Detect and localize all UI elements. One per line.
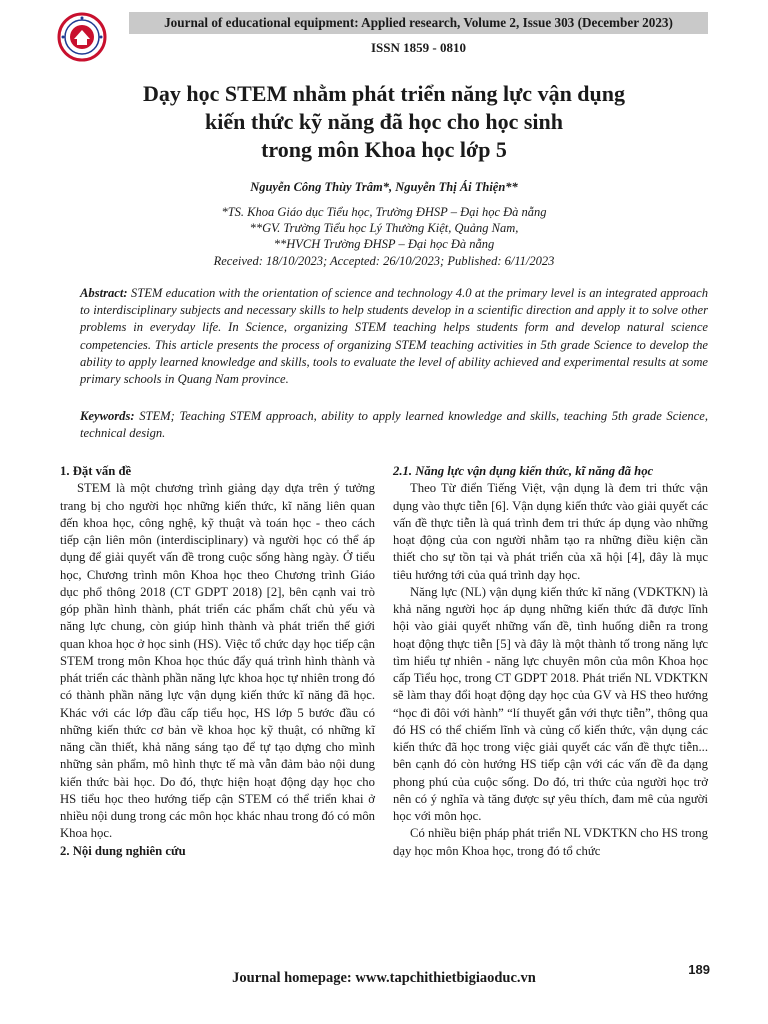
paragraph: Có nhiều biện pháp phát triển NL VDKTKN cho HS trong dạy học môn Khoa học, trong đó tổ chức (393, 826, 708, 858)
abstract (80, 285, 708, 388)
right-column (393, 463, 708, 860)
title-line-2: kiến thức kỹ năng đã học cho học sinh (205, 109, 563, 134)
page-number: 189 (688, 962, 710, 977)
abstract-text: STEM education with the orientation of science and technology 4.0 at the primary level is an integrated approach to interdisciplinary subjects and necessary skills to help students develop in a scientific direction and apply it to solve other problems in everyday life. In Science, organizing STEM teaching helps students form and develop natural science competencies. This article presents the process of organizing STEM teaching activities in 5th grade Science to develop the ability to apply learned knowledge and skills, tools to evaluate the level of ability achieved and experimental results at some primary schools in Quang Nam province. (80, 286, 709, 387)
section-heading-2: 2. Nội dung nghiên cứu (60, 843, 186, 858)
keywords-text: STEM; Teaching STEM approach, ability to apply learned knowledge and skills, teaching 5th grade Science, technical design. (80, 409, 708, 441)
abstract-label: Abstract: (80, 286, 128, 300)
keywords-label: Keywords: (80, 409, 135, 423)
article-title (60, 80, 708, 164)
affiliation-2: **GV. Trường Tiểu học Lý Thường Kiệt, Quảng Nam, (249, 221, 519, 236)
affiliation-1: *TS. Khoa Giáo dục Tiểu học, Trường ĐHSP – Đại học Đà nẵng (221, 205, 547, 219)
dates: Received: 18/10/2023; Accepted: 26/10/2023; Published: 6/11/2023 (213, 253, 555, 268)
journal-homepage: Journal homepage: www.tapchithietbigiaoduc.vn (232, 970, 536, 986)
paragraph: STEM là một chương trình giảng dạy dựa trên ý tưởng trang bị cho người học những kiến thức, kĩ năng liên quan đến khoa học, công nghệ, kỹ thuật và toán học - theo cách tiếp cận liên môn (interdisciplinary) và người học có thể áp dụng để giải quyết vấn đề trong cuộc sống hàng ngày. Ở tiểu học, Chương trình môn Khoa học theo Chương trình Giáo dục phổ thông 2018 (CT GDPT 2018) [2], bên cạnh vai trò góp phần hình thành, phát triển các phẩm chất chủ yếu và năng lực chung, còn giúp hình thành và phát triển thế giới quan khoa học ở học sinh (HS). Việc tổ chức dạy học tiếp cận STEM trong môn Khoa học thúc đẩy quá trình hình thành và phát triển các thành phần năng lực khoa học tự nhiên trong đó có thành phần năng lực vận dụng kiến thức kĩ năng đã học. Khác với các lớp đầu cấp tiểu học, HS lớp 5 bước đầu có những kiến thức cơ bản về khoa học kỹ thuật, có những kĩ năng cần thiết, khả năng sáng tạo để tự tạo dựng cho mình những sản phẩm, mô hình thực tế mà vẫn đảm bảo nội dung kiến thức bài học. Do đó, thực hiện hoạt động dạy học cho HS tiểu học theo hướng tiếp cận STEM có thể triển khai ở nhiều nội dung trong các môn học khác nhau trong đó có môn Khoa học. (60, 481, 376, 841)
paragraph: Năng lực (NL) vận dụng kiến thức kĩ năng (VDKTKN) là khả năng người học áp dụng những kiến thức đã được lĩnh hội vào giải quyết những vấn đề, tình huống diễn ra trong hoạt động thực tiễn [5] và đây là một thành tố trong năng lực tìm hiểu tự nhiên - năng lực chuyên môn của môn Khoa học cấp Tiểu học, trong CT GDPT 2018. Phát triển NL VDKTKN sẽ làm thay đổi hoạt động dạy học của GV và HS theo hướng “học đi đôi với hành” “lí thuyết gắn với thực tiễn”, thông qua đó HS có thể chiếm lĩnh và củng cố kiến thức, vận dụng các kiến thức đã học trong việc giải quyết các vấn đề thực tiễn... bên cạnh đó còn hướng HS tiếp cận với các vấn đề đa dạng phong phú của cuộc sống. Do đó, tri thức của người học trở nên có ý nghĩa và tăng được sự yêu thích, đam mê của người học với môn học. (393, 584, 708, 823)
journal-header: Journal of educational equipment: Applied research, Volume 2, Issue 303 (December 2023) (129, 12, 708, 34)
authors: Nguyễn Công Thùy Trâm*, Nguyễn Thị Ái Thiện** (250, 180, 518, 194)
keywords (80, 408, 708, 442)
affiliations (60, 204, 708, 269)
paragraph: Theo Từ điển Tiếng Việt, vận dụng là đem tri thức vận dụng vào thực tiễn [6]. Vận dụng kiến thức vào giải quyết các vấn đề thực tiễn là quá trình đem tri thức áp dụng vào những hoạt động của con người nhằm tạo ra những điều kiện cần thiết cho sự tồn tại và phát triển của xã hội [4], đây là mục tiêu hướng tới của quá trình dạy học. (393, 481, 708, 582)
issn: ISSN 1859 - 0810 (371, 40, 466, 55)
journal-seal-icon (57, 12, 107, 62)
subsection-heading: 2.1. Năng lực vận dụng kiến thức, kĩ năng đã học (393, 464, 654, 478)
title-line-3: trong môn Khoa học lớp 5 (261, 137, 507, 162)
affiliation-3: **HVCH Trường ĐHSP – Đại học Đà nẵng (273, 237, 495, 252)
left-column (60, 463, 375, 860)
title-line-1: Dạy học STEM nhằm phát triển năng lực vận dụng (142, 81, 626, 106)
section-heading-1: 1. Đặt vấn đề (60, 464, 132, 478)
